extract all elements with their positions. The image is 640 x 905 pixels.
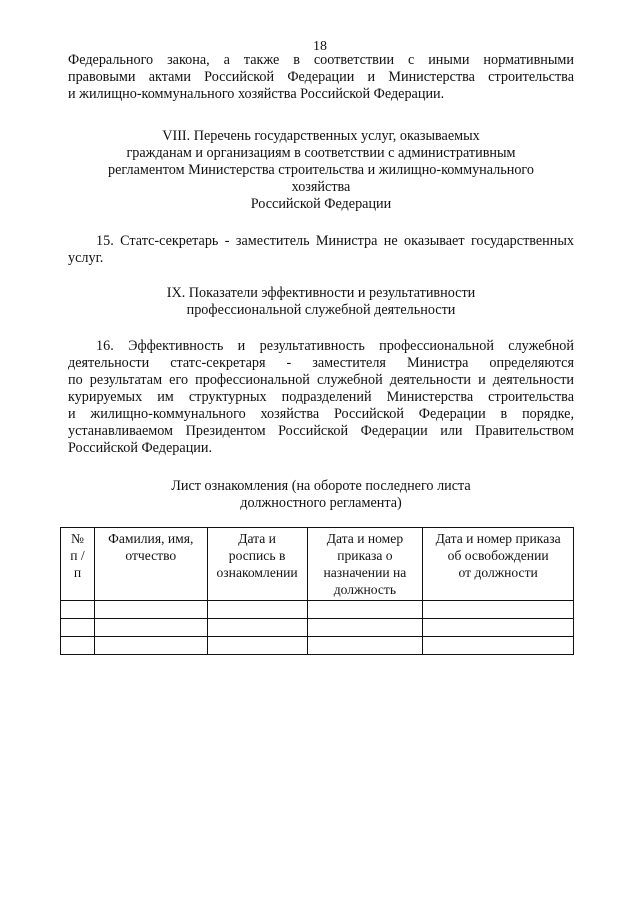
column-header-dismissal-order (423, 528, 574, 601)
header-line: роспись в (228, 548, 286, 563)
table-cell (94, 619, 207, 637)
acknowledgment-table (60, 527, 574, 655)
paragraph-line: 15. Статс-секретарь - заместитель Министра не оказывает государственных (96, 233, 574, 249)
paragraph-line: деятельности статс-секретаря - заместителя Министра определяются (68, 355, 574, 371)
section-9-heading (68, 285, 574, 319)
table-cell (307, 637, 423, 655)
table-cell (207, 601, 307, 619)
table-cell (61, 637, 95, 655)
header-line: об освобождении (447, 548, 549, 563)
table-cell (423, 637, 574, 655)
title-line: должностного регламента) (240, 495, 402, 511)
header-line: назначении на (323, 565, 407, 580)
column-header-number (61, 528, 95, 601)
paragraph-line: по результатам его профессиональной служебной деятельности и деятельности (68, 372, 574, 388)
heading-line: IX. Показатели эффективности и результативности (166, 285, 476, 301)
paragraph-16 (68, 338, 574, 457)
heading-line: Российской Федерации (250, 196, 392, 212)
table-cell (61, 601, 95, 619)
header-line: от должности (458, 565, 538, 580)
intro-line: Федерального закона, а также в соответствии с иными нормативными (68, 52, 574, 68)
header-line: Дата и номер приказа (435, 531, 561, 546)
table-cell (423, 619, 574, 637)
paragraph-line: устанавливаемом Президентом Российской Федерации или Правительством (68, 423, 574, 439)
acknowledgment-title (68, 478, 574, 512)
heading-line: хозяйства (291, 179, 351, 195)
table-header-row (61, 528, 574, 601)
table-cell (307, 619, 423, 637)
intro-line: и жилищно-коммунального хозяйства Российской Федерации. (68, 86, 445, 102)
paragraph-line: Российской Федерации. (68, 440, 213, 456)
table-cell (207, 619, 307, 637)
table-cell (94, 601, 207, 619)
table-cell (307, 601, 423, 619)
heading-line: регламентом Министерства строительства и жилищно-коммунального (108, 162, 534, 178)
header-line: ознакомлении (216, 565, 298, 580)
header-line: приказа о (337, 548, 393, 563)
header-line: должность (333, 582, 397, 597)
table-row (61, 637, 574, 655)
header-line: Дата и (238, 531, 276, 546)
paragraph-line: курируемых им структурных подразделений Министерства строительства (68, 389, 574, 405)
column-header-full-name (94, 528, 207, 601)
table-row (61, 619, 574, 637)
column-header-date-signature (207, 528, 307, 601)
section-8-heading (68, 128, 574, 213)
header-line: п / (70, 548, 85, 563)
header-line: п (73, 565, 82, 580)
intro-line: правовыми актами Российской Федерации и Министерства строительства (68, 69, 574, 85)
title-line: Лист ознакомления (на обороте последнего листа (171, 478, 471, 494)
table-row (61, 601, 574, 619)
table-cell (61, 619, 95, 637)
header-line: Дата и номер (326, 531, 404, 546)
header-line: № (70, 531, 84, 546)
intro-paragraph (68, 52, 574, 103)
paragraph-line: услуг. (68, 250, 104, 266)
column-header-appointment-order (307, 528, 423, 601)
heading-line: VIII. Перечень государственных услуг, оказываемых (162, 128, 480, 144)
heading-line: профессиональной служебной деятельности (186, 302, 456, 318)
header-line: отчество (125, 548, 177, 563)
paragraph-line: 16. Эффективность и результативность профессиональной служебной (96, 338, 574, 354)
table-cell (207, 637, 307, 655)
table-cell (423, 601, 574, 619)
page-number: 18 (313, 39, 327, 54)
paragraph-15 (68, 233, 574, 267)
table-cell (94, 637, 207, 655)
paragraph-line: и жилищно-коммунального хозяйства Российской Федерации в порядке, (68, 406, 574, 422)
heading-line: гражданам и организациям в соответствии с административным (126, 145, 516, 161)
header-line: Фамилия, имя, (108, 531, 194, 546)
